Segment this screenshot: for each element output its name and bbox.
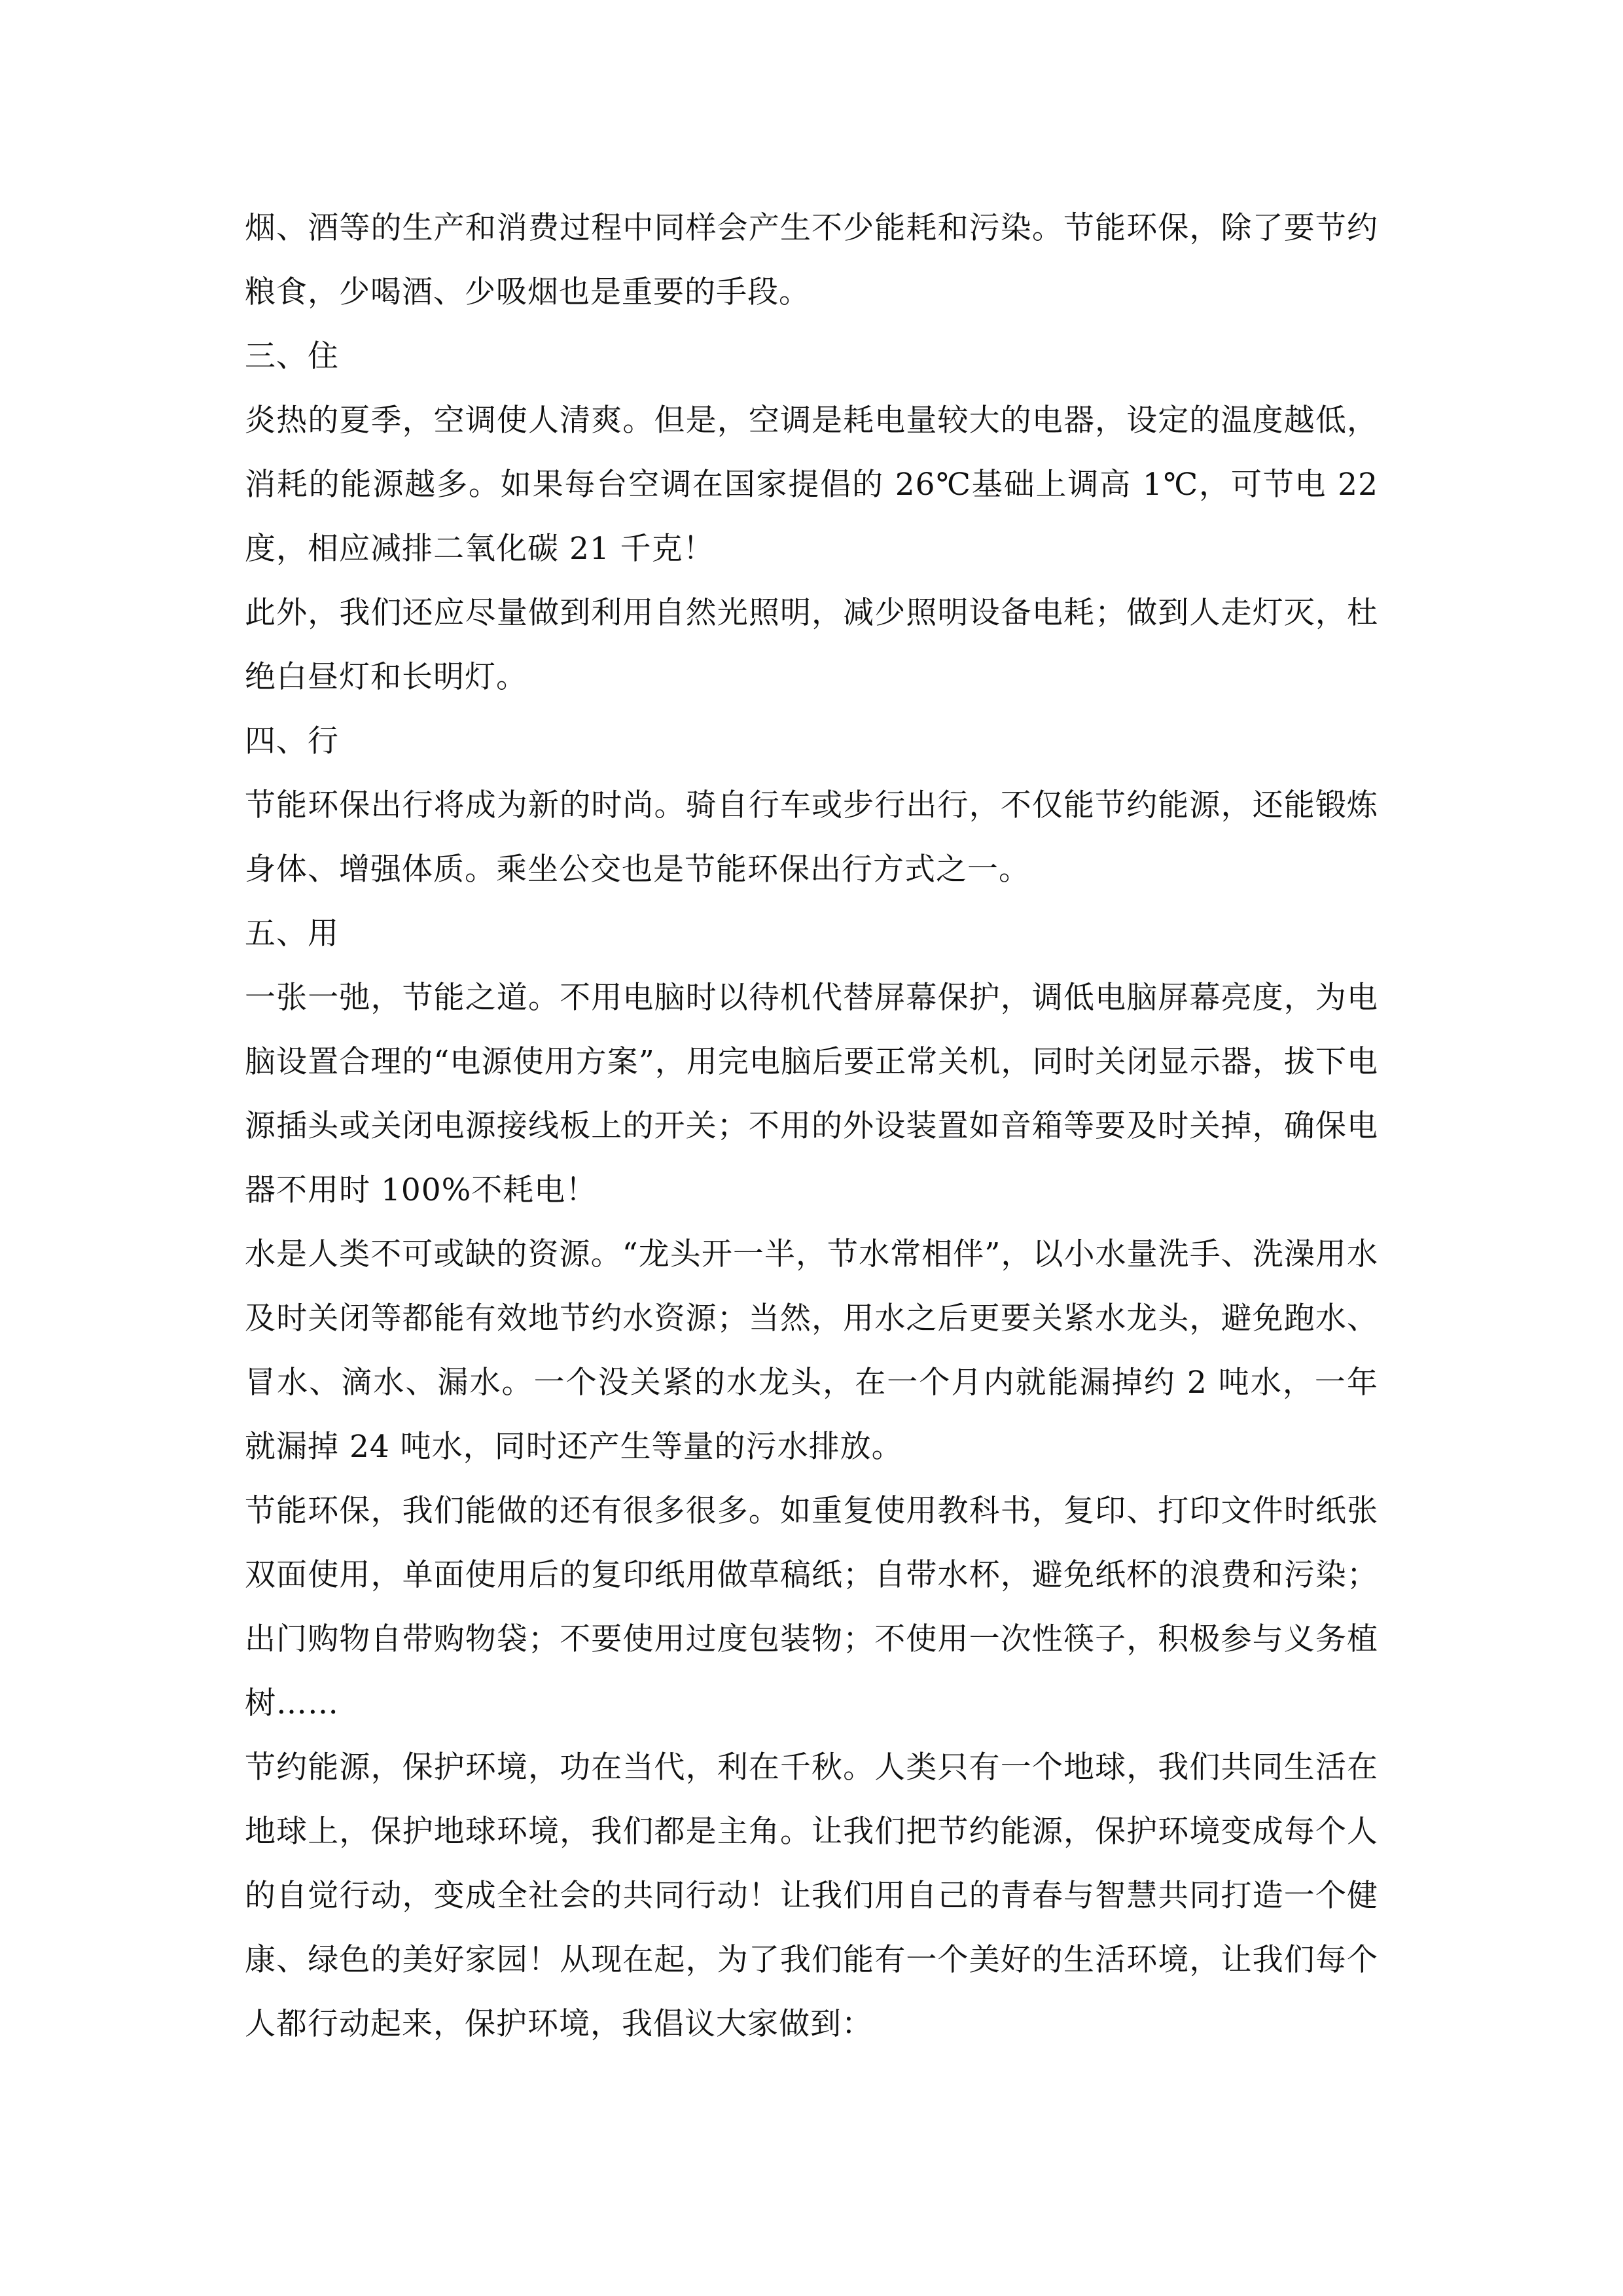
- section-heading-use: 五、用: [245, 916, 339, 952]
- paragraph-air-conditioning: 炎热的夏季，空调使人清爽。但是，空调是耗电量较大的电器，设定的温度越低，消耗的能源越多。如果每台空调在国家提倡的 26℃基础上调高 1℃，可节电 22度，相应减排二氧化碳 21 千克！: [245, 403, 1378, 567]
- paragraph-green-travel: 节能环保出行将成为新的时尚。骑自行车或步行出行，不仅能节约能源，还能锻炼身体、增强体质。乘坐公交也是节能环保出行方式之一。: [245, 787, 1378, 888]
- section-heading-travel: 四、行: [245, 723, 339, 759]
- paragraph-lighting: 此外，我们还应尽量做到利用自然光照明，减少照明设备电耗；做到人走灯灭，杜绝白昼灯和长明灯。: [245, 595, 1378, 695]
- paragraph-tobacco-alcohol: 烟、酒等的生产和消费过程中同样会产生不少能耗和污染。节能环保，除了要节约粮食，少喝酒、少吸烟也是重要的手段。: [245, 210, 1378, 310]
- paragraph-daily-habits: 节能环保，我们能做的还有很多很多。如重复使用教科书，复印、打印文件时纸张双面使用，单面使用后的复印纸用做草稿纸；自带水杯，避免纸杯的浪费和污染；出门购物自带购物袋；不要使用过度包装物；不使用一次性筷子，积极参与义务植树……: [245, 1493, 1378, 1721]
- paragraph-computer-power: 一张一弛，节能之道。不用电脑时以待机代替屏幕保护，调低电脑屏幕亮度，为电脑设置合理的“电源使用方案”，用完电脑后要正常关机，同时关闭显示器，拔下电源插头或关闭电源接线板上的开关；不用的外设装置如音箱等要及时关掉，确保电器不用时 100%不耗电！: [245, 980, 1378, 1208]
- document-body: [245, 196, 1378, 2056]
- paragraph-water-saving: 水是人类不可或缺的资源。“龙头开一半，节水常相伴”，以小水量洗手、洗澡用水及时关闭等都能有效地节约水资源；当然，用水之后更要关紧水龙头，避免跑水、冒水、滴水、漏水。一个没关紧的水龙头，在一个月内就能漏掉约 2 吨水，一年就漏掉 24 吨水，同时还产生等量的污水排放。: [245, 1236, 1378, 1465]
- paragraph-call-to-action: 节约能源，保护环境，功在当代，利在千秋。人类只有一个地球，我们共同生活在地球上，保护地球环境，我们都是主角。让我们把节约能源，保护环境变成每个人的自觉行动，变成全社会的共同行动！让我们用自己的青春与智慧共同打造一个健康、绿色的美好家园！从现在起，为了我们能有一个美好的生活环境，让我们每个人都行动起来，保护环境，我倡议大家做到：: [245, 1749, 1378, 2042]
- section-heading-housing: 三、住: [245, 338, 339, 374]
